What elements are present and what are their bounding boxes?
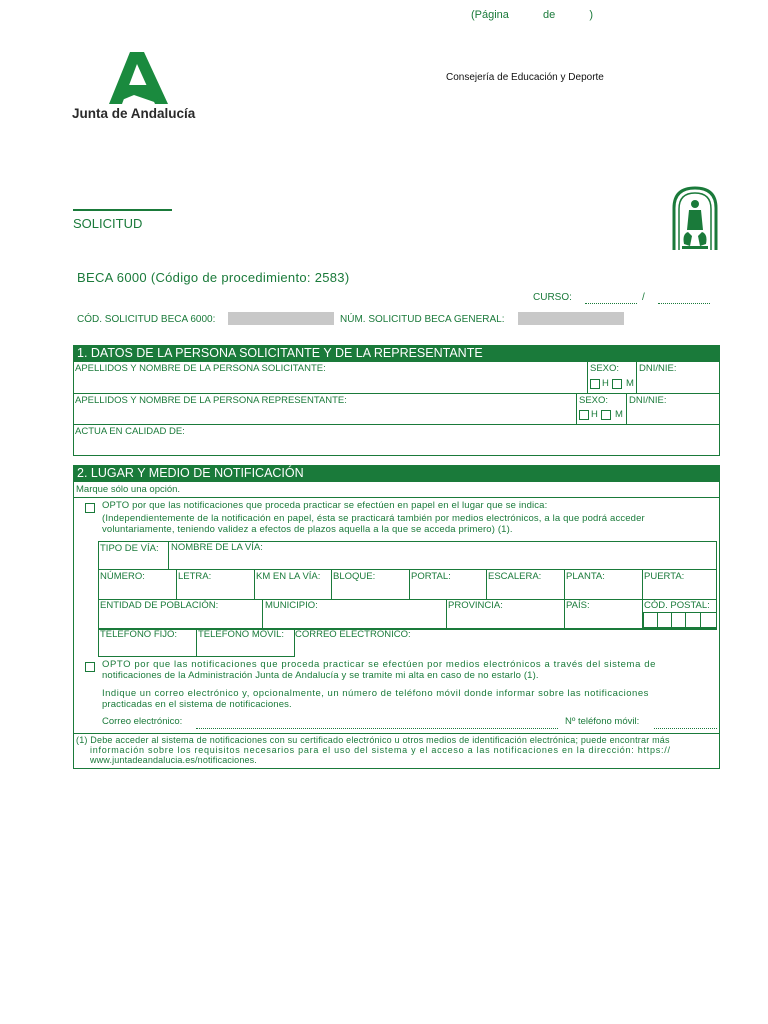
movil-label: Nº teléfono móvil: (565, 716, 640, 727)
nombre-via-label: NOMBRE DE LA VÍA: (171, 542, 263, 553)
rep-sex-h-label: H (591, 409, 598, 420)
address-r2-vdiv-7 (642, 569, 643, 599)
section1-vdiv-3 (576, 393, 577, 424)
municipio-label: MUNICIPIO: (265, 600, 318, 611)
curso-label: CURSO: (533, 292, 572, 303)
provincia-label: PROVINCIA: (448, 600, 503, 611)
section1-header: 1. DATOS DE LA PERSONA SOLICITANTE Y DE LA REPRESENTANTE (73, 345, 720, 361)
cod-postal-digit[interactable] (685, 612, 701, 628)
opt-paper-line1: OPTO por que las notificaciones que proceda practicar se efectúen en papel en el lugar que se indica: (102, 500, 548, 511)
applicant-dni-label: DNI/NIE: (639, 363, 677, 374)
section1-divider-2 (73, 424, 720, 425)
opt-electronic-line3: Indique un correo electrónico y, opcionalmente, un número de teléfono móvil donde informar sobre las notificaciones (102, 688, 649, 699)
note-line3: www.juntadeandalucia.es/notificaciones. (90, 755, 257, 765)
tel-movil-label: TELÉFONO MÓVIL: (198, 629, 285, 640)
opt-electronic-line1: OPTO por que las notificaciones que proceda practicar se efectúen por medios electrónicos a través del sistema de (102, 659, 656, 670)
cod-postal-digit[interactable] (700, 612, 717, 628)
address-grid (98, 541, 717, 630)
rep-sex-m-label: M (615, 409, 623, 420)
andalucia-coat-of-arms-icon (670, 186, 720, 252)
org-name: Junta de Andalucía (72, 106, 196, 121)
address-r2-vdiv-1 (176, 569, 177, 599)
cod-postal-label: CÓD. POSTAL: (644, 600, 710, 611)
actua-label: ACTUA EN CALIDAD DE: (75, 426, 185, 437)
pais-label: PAÍS: (566, 600, 590, 611)
section1-vdiv-1 (587, 361, 588, 393)
cod-solicitud-label: CÓD. SOLICITUD BECA 6000: (77, 314, 216, 325)
opt-paper-line2: (Independientemente de la notificación en papel, ésta se practicará también por medios electrónicos, a la que podrá acceder (102, 513, 645, 524)
rep-sexo-label: SEXO: (579, 395, 609, 406)
section2-marque-divider (73, 497, 720, 498)
planta-label: PLANTA: (566, 571, 605, 582)
note-line2: información sobre los requisitos necesarios para el uso del sistema y el acceso a las notificaciones en la dirección: https:// (90, 745, 671, 755)
address-r2-vdiv-3 (331, 569, 332, 599)
num-solicitud-label: NÚM. SOLICITUD BECA GENERAL: (340, 314, 505, 325)
curso-start-field[interactable] (585, 303, 637, 304)
applicant-sex-h-checkbox[interactable] (590, 379, 600, 389)
opt-paper-line3: voluntariamente, teniendo validez a efectos de plazos aquella a la que se acceda primero) (1). (102, 524, 513, 535)
applicant-sex-m-label: M (626, 378, 634, 389)
applicant-sex-m-checkbox[interactable] (612, 379, 622, 389)
rep-sex-h-checkbox[interactable] (579, 410, 589, 420)
note-line1: (1) Debe acceder al sistema de notificaciones con su certificado electrónico u otros medios de identificación electrónica; puede encontrar más (76, 735, 670, 745)
address-r3-vdiv-3 (564, 599, 565, 628)
marque-instruction: Marque sólo una opción. (76, 484, 181, 495)
opt-electronic-checkbox[interactable] (85, 662, 95, 672)
rep-name-label: APELLIDOS Y NOMBRE DE LA PERSONA REPRESENTANTE: (75, 395, 347, 406)
applicant-name-label: APELLIDOS Y NOMBRE DE LA PERSONA SOLICITANTE: (75, 363, 326, 374)
section2-header: 2. LUGAR Y MEDIO DE NOTIFICACIÓN (73, 465, 720, 481)
cod-postal-digit[interactable] (643, 612, 658, 628)
department-name: Consejería de Educación y Deporte (446, 72, 604, 83)
numero-label: NÚMERO: (100, 571, 145, 582)
curso-separator: / (642, 292, 645, 303)
tipo-via-label: TIPO DE VÍA: (100, 543, 159, 554)
rep-sex-m-checkbox[interactable] (601, 410, 611, 420)
applicant-sex-h-label: H (602, 378, 609, 389)
solicitud-rule (73, 209, 172, 211)
form-type: SOLICITUD (73, 216, 143, 231)
address-r2-vdiv-2 (254, 569, 255, 599)
address-r2-vdiv-4 (409, 569, 410, 599)
rep-dni-label: DNI/NIE: (629, 395, 667, 406)
correo-field-label: CORREO ELECTRÓNICO: (295, 629, 411, 640)
junta-a-logo-icon (72, 50, 212, 106)
tel-fijo-label: TELÉFONO FIJO: (100, 629, 178, 640)
section1-divider-1 (73, 393, 720, 394)
form-title: BECA 6000 (Código de procedimiento: 2583) (77, 270, 350, 285)
address-r3-vdiv-1 (262, 599, 263, 628)
opt-paper-checkbox[interactable] (85, 503, 95, 513)
address-r2-vdiv-6 (564, 569, 565, 599)
address-r3-vdiv-2 (446, 599, 447, 628)
phone-row-vdiv (196, 628, 197, 657)
entidad-label: ENTIDAD DE POBLACIÓN: (100, 600, 219, 611)
cod-solicitud-field[interactable] (228, 312, 334, 325)
section1-vdiv-2 (636, 361, 637, 393)
address-r1-vdiv (168, 541, 169, 569)
correo-label: Correo electrónico: (102, 716, 183, 727)
applicant-sexo-label: SEXO: (590, 363, 620, 374)
puerta-label: PUERTA: (644, 571, 685, 582)
km-label: KM EN LA VÍA: (256, 571, 321, 582)
movil-input[interactable] (654, 728, 717, 729)
escalera-label: ESCALERA: (488, 571, 542, 582)
page-of: de (543, 9, 556, 21)
address-hdiv-1 (98, 569, 717, 570)
portal-label: PORTAL: (411, 571, 451, 582)
page-label: (Página (471, 9, 509, 21)
note-divider (73, 733, 720, 734)
section1-vdiv-4 (626, 393, 627, 424)
correo-input[interactable] (196, 728, 558, 729)
bloque-label: BLOQUE: (333, 571, 376, 582)
cod-postal-digit[interactable] (671, 612, 686, 628)
page-counter (471, 9, 593, 21)
address-r2-vdiv-5 (486, 569, 487, 599)
opt-electronic-line2: notificaciones de la Administración Junta de Andalucía y se tramite mi alta en caso de no estarlo (1). (102, 670, 539, 681)
num-solicitud-field[interactable] (518, 312, 624, 325)
cod-postal-digit[interactable] (657, 612, 672, 628)
curso-end-field[interactable] (658, 303, 710, 304)
letra-label: LETRA: (178, 571, 212, 582)
opt-electronic-line4: practicadas en el sistema de notificaciones. (102, 699, 292, 710)
junta-logo (72, 50, 212, 125)
page-close: ) (589, 9, 594, 21)
